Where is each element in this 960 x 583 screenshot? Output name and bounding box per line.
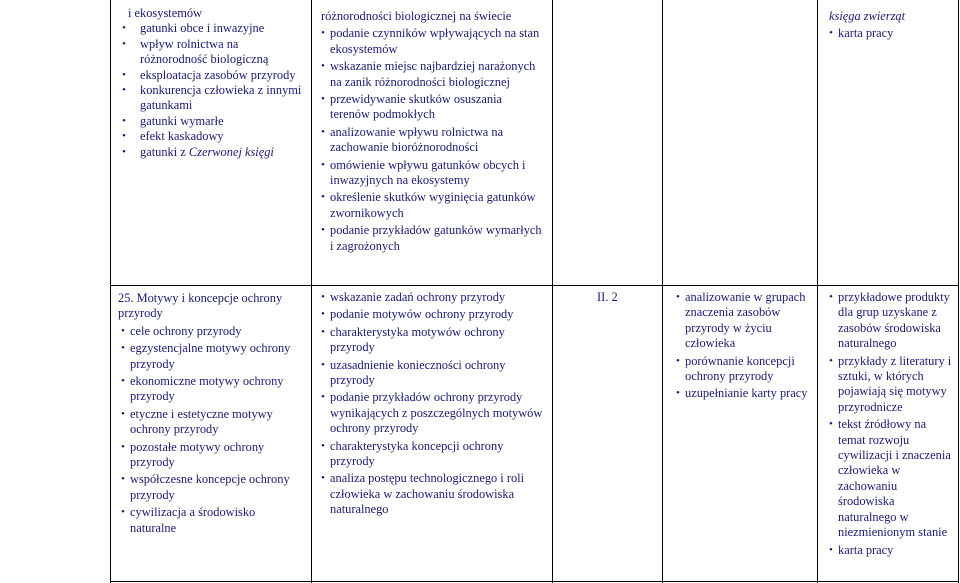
topic-item (131, 145, 306, 160)
table-border-left (110, 0, 111, 583)
material-item: • przykładowe produkty dla grup uzyskane z zasobów środowiska naturalnego (838, 290, 955, 352)
requirement-item: • podanie motywów ochrony przyrody (330, 307, 545, 322)
activity-item: • uzupełnianie karty pracy (685, 386, 814, 401)
materials-cell-bottom (829, 290, 955, 558)
motive-item: • egzystencjalne motywy ochrony przyrody (130, 341, 293, 372)
requirements-cell-top (321, 9, 545, 254)
activity-item: • porównanie koncepcji ochrony przyrody (685, 354, 814, 385)
material-item: • karta pracy (838, 26, 955, 41)
requirement-item: • podanie czynników wpływających na stan ekosystemów (330, 26, 545, 57)
table-border (311, 0, 312, 583)
materials-cell-top (829, 9, 955, 42)
requirement-item: • podanie przykładów ochrony przyrody wynikających z poszczególnych motywów ochrony przyrody (330, 390, 545, 436)
topic-item: • gatunki wymarłe (131, 114, 306, 129)
activity-item: • analizowanie w grupach znaczenia zasobów przyrody w życiu człowieka (685, 290, 814, 352)
material-item: • karta pracy (838, 543, 955, 558)
material-item: • przykłady z literatury i sztuki, w których pojawiają się motywy przyrodnicze (838, 354, 955, 416)
table-border-right (958, 0, 959, 583)
section-title: 25. Motywy i koncepcje ochrony przyrody (118, 291, 283, 321)
topics-cell-top (128, 6, 306, 160)
requirement-item: • analizowanie wpływu rolnictwa na zachowanie bioróżnorodności (330, 125, 545, 156)
requirement-item: • analiza postępu technologicznego i roli człowieka w zachowaniu środowiska naturalnego (330, 471, 545, 517)
table-border-bottom (110, 581, 959, 582)
table-border (552, 0, 553, 583)
topic-item-italic: Czerwonej księgi (188, 144, 274, 159)
topic-item: • gatunki obce i inwazyjne (131, 21, 306, 36)
table-border (662, 0, 663, 583)
requirement-item: • charakterystyka koncepcji ochrony przyrody (330, 439, 545, 470)
requirement-lead: różnorodności biologicznej na świecie (321, 9, 512, 23)
topic-item: • konkurencja człowieka z innymi gatunkami (131, 83, 306, 114)
requirement-item: • przewidywanie skutków osuszania terenów podmokłych (330, 92, 545, 123)
topic-item: • eksploatacja zasobów przyrody (131, 68, 306, 83)
requirement-item: • wskazanie miejsc najbardziej narażonych na zanik różnorodności biologicznej (330, 59, 545, 90)
topic-item: • wpływ rolnictwa na różnorodność biologiczną (131, 37, 306, 68)
requirements-cell-bottom (321, 290, 545, 518)
materials-italic: księga zwierząt (829, 9, 906, 23)
requirement-item: • uzasadnienie konieczności ochrony przyrody (330, 358, 545, 389)
requirement-item: • charakterystyka motywów ochrony przyrody (330, 325, 545, 356)
motive-item: • ekonomiczne motywy ochrony przyrody (130, 374, 293, 405)
motive-item: • etyczne i estetyczne motywy ochrony przyrody (130, 407, 293, 438)
motive-item: • cywilizacja a środowisko naturalne (130, 505, 293, 536)
row-divider (110, 285, 959, 286)
activities-cell (676, 290, 814, 402)
curriculum-level: II. 2 (597, 290, 618, 304)
topics-cell-bottom (118, 291, 293, 536)
topic-item: • efekt kaskadowy (131, 129, 306, 144)
motive-item: • cele ochrony przyrody (130, 324, 293, 339)
table-border (817, 0, 818, 583)
motive-item: • współczesne koncepcje ochrony przyrody (130, 472, 293, 503)
material-item: • tekst źródłowy na temat rozwoju cywilizacji i znaczenia człowieka w zachowaniu środowiska naturalnego w niezmienionym stanie (838, 417, 955, 540)
requirement-item: • określenie skutków wyginięcia gatunków zwornikowych (330, 190, 545, 221)
requirement-item: • omówienie wpływu gatunków obcych i inwazyjnych na ekosystemy (330, 158, 545, 189)
motive-item: • pozostałe motywy ochrony przyrody (130, 440, 293, 471)
requirement-item: • wskazanie zadań ochrony przyrody (330, 290, 545, 305)
topic-item-text: gatunki z (140, 144, 189, 159)
requirement-item: • podanie przykładów gatunków wymarłych i zagrożonych (330, 223, 545, 254)
topic-heading: i ekosystemów (128, 6, 202, 20)
